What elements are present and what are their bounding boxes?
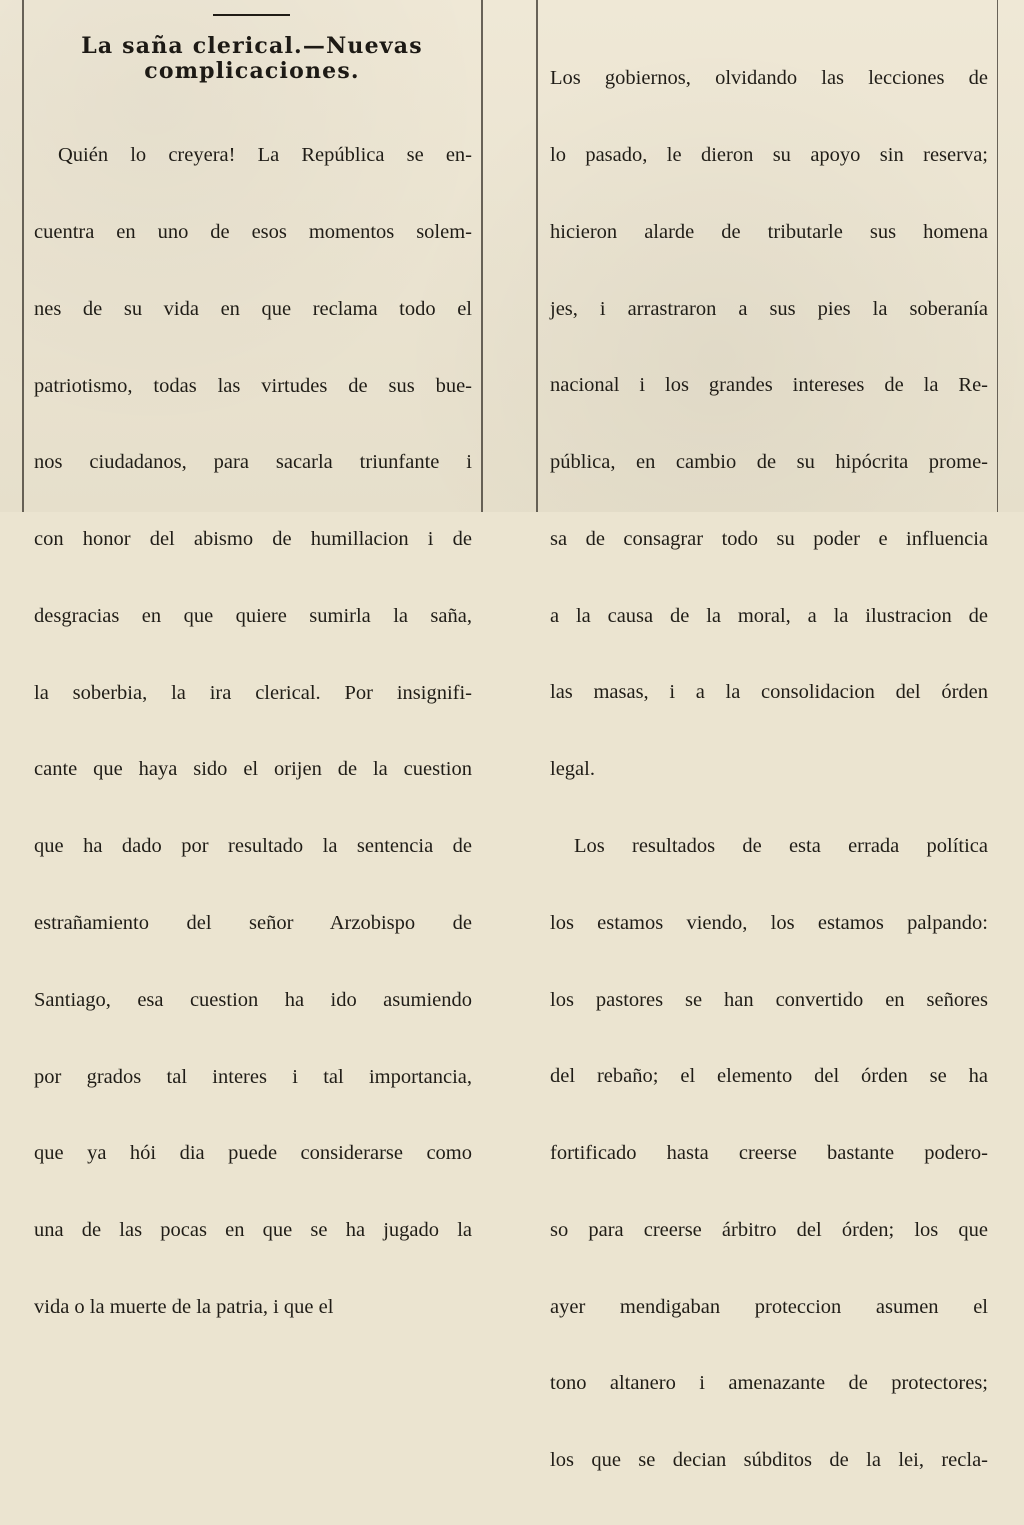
right-line-3: hicieron alarde de tributarle sus homena	[550, 220, 988, 243]
left-line-14: que ya hói dia puede considerarse como	[34, 1142, 472, 1165]
headline-line-1: La saña clerical.—Nuevas	[81, 33, 423, 59]
right-line-2: lo pasado, le dieron su apoyo sin reserva;	[550, 143, 988, 166]
left-line-6: con honor del abismo de humillacion i de	[34, 528, 472, 551]
left-line-7: desgracias en que quiere sumirla la saña,	[34, 604, 472, 627]
left-line-9: cante que haya sido el orijen de la cuestion	[34, 758, 472, 781]
right-line-17: ayer mendigaban proteccion asumen el	[550, 1295, 988, 1318]
left-line-3: nes de su vida en que reclama todo el	[34, 297, 472, 320]
left-line-2: cuentra en uno de esos momentos solem-	[34, 220, 472, 243]
left-line-11: estrañamiento del señor Arzobispo de	[34, 912, 472, 934]
left-line-8: la soberbia, la ira clerical. Por insignifi-	[34, 681, 472, 704]
left-line-10: que ha dado por resultado la sentencia de	[34, 835, 472, 858]
left-column-right-rule	[481, 0, 483, 512]
left-line-12: Santiago, esa cuestion ha ido asumiendo	[34, 988, 472, 1011]
right-line-15: fortificado hasta creerse bastante podero-	[550, 1142, 988, 1165]
right-line-11: Los resultados de esta errada política	[574, 835, 988, 857]
left-line-5: nos ciudadanos, para sacarla triunfante i	[34, 451, 472, 474]
left-article-column	[34, 92, 472, 1372]
top-cut-text	[30, 0, 480, 8]
section-divider	[213, 14, 290, 16]
right-line-12: los estamos viendo, los estamos palpando:	[550, 911, 988, 934]
left-line-13: por grados tal interes i tal importancia,	[34, 1065, 472, 1088]
right-line-4: jes, i arrastraron a sus pies la soberanía	[550, 297, 988, 320]
right-line-10: legal.	[550, 758, 595, 781]
headline-line-2: complicaciones.	[144, 58, 360, 84]
right-line-9: las masas, i a la consolidacion del órden	[550, 681, 988, 704]
right-column-rule	[536, 0, 538, 512]
right-line-1: Los gobiernos, olvidando las lecciones de	[550, 67, 988, 90]
right-column-right-rule	[997, 0, 998, 512]
left-line-1: Quién lo creyera! La República se en-	[58, 144, 472, 167]
right-line-19: los que se decian súbditos de la lei, recla-	[550, 1449, 988, 1472]
article-headline	[24, 34, 480, 84]
right-line-7: sa de consagrar todo su poder e influencia	[550, 527, 988, 550]
right-line-6: pública, en cambio de su hipócrita prome-	[550, 451, 988, 474]
right-line-13: los pastores se han convertido en señores	[550, 988, 988, 1011]
left-line-16: vida o la muerte de la patria, i que el	[34, 1295, 334, 1318]
left-line-15: una de las pocas en que se ha jugado la	[34, 1219, 472, 1242]
right-line-18: tono altanero i amenazante de protectores;	[550, 1372, 988, 1395]
right-line-14: del rebaño; el elemento del órden se ha	[550, 1065, 988, 1088]
right-line-16: so para creerse árbitro del órden; los que	[550, 1218, 988, 1241]
left-line-4: patriotismo, todas las virtudes de sus bue-	[34, 374, 472, 397]
right-line-8: a la causa de la moral, a la ilustracion de	[550, 604, 988, 627]
right-line-5: nacional i los grandes intereses de la Re-	[550, 374, 988, 397]
right-article-column	[550, 15, 988, 1525]
